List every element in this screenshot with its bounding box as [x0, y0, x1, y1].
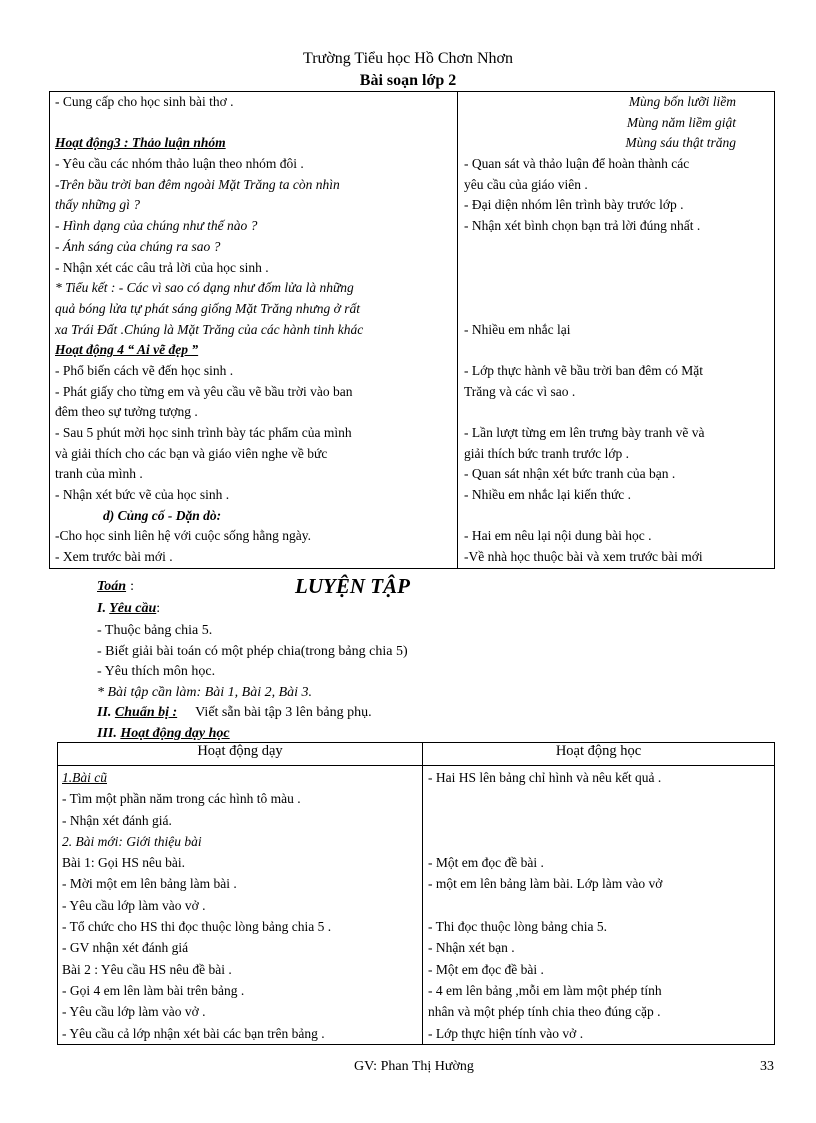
old-lesson-heading: 1.Bài cũ [62, 770, 107, 785]
summary-line: xa Trái Đất .Chúng là Mặt Trăng của các hành tinh khác [55, 321, 364, 337]
column-header-teaching: Hoạt động dạy [58, 743, 423, 766]
teacher-activities-cell [50, 92, 458, 569]
text-line: - Gọi 4 em lên làm bài trên bảng . [62, 982, 245, 998]
text-line: yêu cầu của giáo viên . [464, 176, 588, 192]
text-line: - Yêu cầu các nhóm thảo luận theo nhóm đôi . [55, 156, 304, 172]
teacher-name: GV: Phan Thị Hường [354, 1059, 474, 1074]
text-line: - Lớp thực hành vẽ bầu trời ban đêm có Mặt [464, 362, 704, 378]
summary-line: quả bóng lửa tự phát sáng giống Mặt Trăng nhưng ở rất [55, 300, 360, 316]
text-line: - 4 em lên bảng ,mỗi em làm một phép tính [428, 982, 662, 998]
text-line: - Nhận xét bạn . [428, 940, 515, 956]
text-line: - Nhiều em nhắc lại kiến thức . [464, 487, 632, 503]
preparation-line: II. Chuẩn bị : Viết sẵn bài tập 3 lên bảng phụ. [97, 705, 372, 720]
text-line: -Trên bầu trời ban đêm ngoài Mặt Trăng ta còn nhìn [55, 176, 340, 192]
text-line: tranh của mình . [55, 466, 143, 482]
text-line: - GV nhận xét đánh giá [62, 940, 189, 956]
text-line: - Mời một em lên bảng làm bài . [62, 876, 237, 892]
text-line: - Phổ biến cách vẽ đến học sinh . [55, 362, 234, 378]
student-activities-cell [458, 92, 775, 569]
subject-label: Toán : [97, 579, 134, 594]
text-line: - Ánh sáng của chúng ra sao ? [55, 238, 221, 254]
lesson-title: LUYỆN TẬP [295, 574, 410, 598]
text-line: - Đại diện nhóm lên trình bày trước lớp . [464, 197, 684, 213]
text-line: và giải thích cho các bạn và giáo viên nghe về bức [55, 445, 328, 461]
exercise-2-line: Bài 2 : Yêu cầu HS nêu đề bài . [62, 961, 232, 977]
text-line: - Lần lượt từng em lên trưng bày tranh vẽ và [464, 425, 705, 440]
activities-heading: III. Hoạt động dạy học [97, 726, 230, 741]
text-line: -Cho học sinh liên hệ với cuộc sống hằng ngày. [55, 528, 311, 544]
learning-activities-cell [423, 766, 775, 1045]
school-name: Trường Tiểu học Hồ Chơn Nhơn [303, 50, 513, 67]
requirements-heading: I. Yêu cầu: [97, 601, 161, 616]
text-line: đêm theo sự tưởng tượng . [55, 404, 198, 420]
text-line: - Một em đọc đề bài . [428, 855, 544, 871]
text-line: - Yêu cầu lớp làm vào vở . [62, 1004, 206, 1020]
text-line: - Tìm một phần năm trong các hình tô màu . [62, 791, 301, 807]
text-line: - Thi đọc thuộc lòng bảng chia 5. [428, 919, 607, 935]
consolidation-heading: d) Củng cố - Dặn dò: [103, 507, 222, 523]
text-line: thấy những gì ? [55, 197, 140, 213]
text-line: - Một em đọc đề bài . [428, 961, 544, 977]
text-line: - Sau 5 phút mời học sinh trình bày tác phẩm của mình [55, 425, 352, 440]
text-line: - Quan sát và thảo luận để hoàn thành các [464, 156, 690, 172]
text-line: - Phát giấy cho từng em và yêu cầu vẽ bầu trời vào ban [55, 383, 353, 399]
lesson-table-continued [49, 91, 775, 569]
text-line: - Nhận xét các câu trả lời của học sinh . [55, 259, 269, 275]
summary-line: * Tiểu kết : - Các vì sao có dạng như đốm lửa là những [55, 280, 354, 296]
text-line: - Nhiều em nhắc lại [464, 321, 571, 337]
text-line: nhân và một phép tính chia theo đúng cặp . [428, 1004, 661, 1020]
page-number: 33 [760, 1059, 774, 1074]
activity-4-heading: Hoạt động 4 “ Ai vẽ đẹp ” [55, 342, 199, 358]
exercises-note: * Bài tập cần làm: Bài 1, Bài 2, Bài 3. [97, 685, 313, 700]
text-line: - Nhận xét đánh giá. [62, 812, 172, 828]
text-line: - Hai em nêu lại nội dung bài học . [464, 528, 652, 544]
text-line: - Hình dạng của chúng như thế nào ? [55, 218, 258, 234]
activity-3-heading: Hoạt động3 : Thảo luận nhóm [55, 135, 226, 151]
text-line: - Yêu cầu lớp làm vào vở . [62, 897, 206, 913]
column-header-learning: Hoạt động học [423, 743, 775, 766]
poem-line: Mùng bốn lưỡi liềm [628, 94, 736, 109]
math-activities-table [57, 742, 775, 1045]
text-line: - Hai HS lên bảng chỉ hình và nêu kết quả . [428, 770, 662, 785]
requirement-item: - Biết giải bài toán có một phép chia(trong bảng chia 5) [97, 644, 408, 659]
text-line: - Tổ chức cho HS thi đọc thuộc lòng bảng chia 5 . [62, 919, 332, 935]
poem-line: Mùng sáu thật trăng [625, 135, 736, 151]
teaching-activities-cell [58, 766, 423, 1045]
text-line: Trăng và các vì sao . [464, 383, 576, 399]
text-line: giải thích bức tranh trước lớp . [464, 445, 629, 461]
requirement-item: - Thuộc bảng chia 5. [97, 623, 213, 638]
poem-line: Mùng năm liềm giật [626, 114, 736, 130]
requirement-item: - Yêu thích môn học. [97, 664, 216, 679]
text-line: - Lớp thực hiện tính vào vở . [428, 1025, 584, 1041]
text-line: -Về nhà học thuộc bài và xem trước bài mới [464, 549, 703, 565]
text-line: - Quan sát nhận xét bức tranh của bạn . [464, 466, 676, 482]
text-line: - Nhận xét bức vẽ của học sinh . [55, 487, 230, 503]
text-line: - Cung cấp cho học sinh bài thơ . [55, 94, 234, 109]
text-line: - Xem trước bài mới . [55, 549, 173, 565]
new-lesson-heading: 2. Bài mới: Giới thiệu bài [62, 833, 202, 849]
text-line: - Yêu cầu cả lớp nhận xét bài các bạn trên bảng . [62, 1025, 325, 1041]
exercise-1-line: Bài 1: Gọi HS nêu bài. [62, 855, 185, 871]
text-line: - một em lên bảng làm bài. Lớp làm vào vở [428, 876, 663, 892]
text-line: - Nhận xét bình chọn bạn trả lời đúng nhất . [464, 218, 701, 234]
document-subtitle: Bài soạn lớp 2 [359, 72, 457, 89]
